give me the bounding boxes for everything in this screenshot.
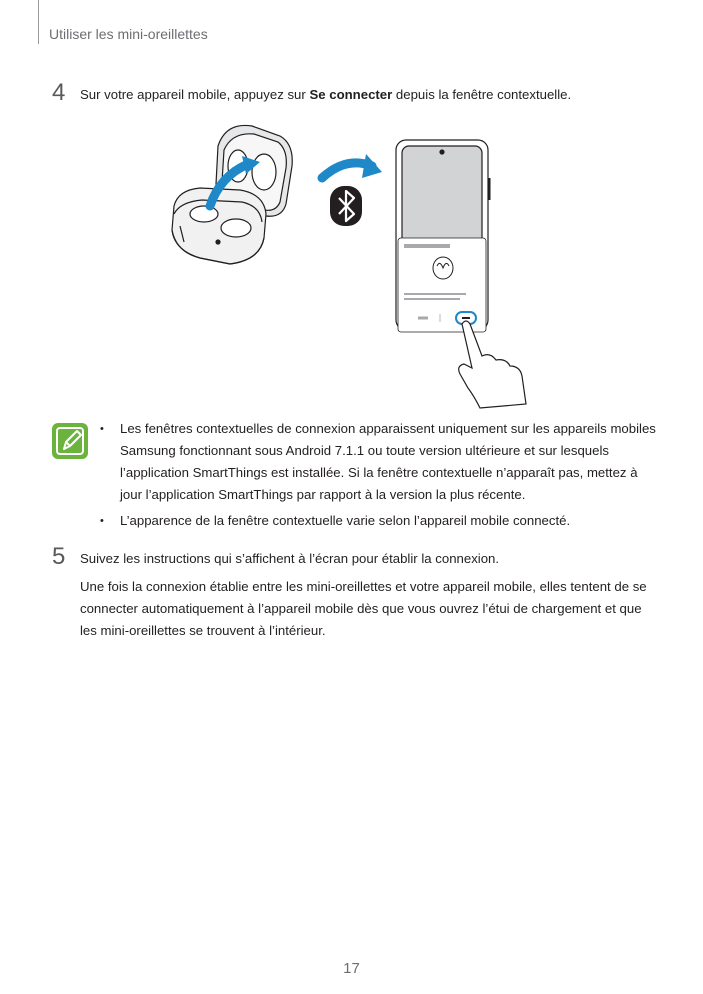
step-4-number: 4 (52, 79, 66, 106)
connection-illustration (160, 118, 540, 410)
note-text: L’apparence de la fenêtre contextuelle varie selon l’appareil mobile connecté. (120, 513, 571, 528)
phone-illustration (396, 140, 489, 332)
step-5-paragraph: Une fois la connexion établie entre les mini-oreillettes et votre appareil mobile, elles tentent de se connecter automatiquement à l’appareil mobile dès que vous ouvrez l’étui de chargement et que les mini-oreillettes se trouvent à l’intérieur. (80, 579, 647, 638)
page-number: 17 (343, 960, 360, 977)
note-pencil-icon (52, 423, 88, 459)
hand-illustration (459, 321, 526, 408)
bullet: • (100, 423, 104, 435)
note-item (100, 510, 660, 532)
bluetooth-icon (330, 186, 362, 226)
note-list (100, 418, 660, 536)
header-rule (38, 0, 39, 44)
bullet: • (100, 515, 104, 527)
step-4-text-before: Sur votre appareil mobile, appuyez sur (80, 87, 310, 102)
step-4-text-after: depuis la fenêtre contextuelle. (392, 87, 572, 102)
step-4-text (80, 84, 571, 106)
header-title: Utiliser les mini-oreillettes (49, 26, 208, 42)
note-text: Les fenêtres contextuelles de connexion apparaissent uniquement sur les appareils mobiles Samsung fonctionnant sous Android 7.1.1 ou toute version ultérieure et sur lesquels l’application SmartThings est installée. Si la fenêtre contextuelle n’apparaît pas, mettez à jour l’application SmartThings par rapport à la version la plus récente. (120, 421, 656, 502)
step-5-number: 5 (52, 543, 66, 570)
charging-case-illustration (172, 125, 292, 264)
note-item (100, 418, 660, 506)
step-5-text: Suivez les instructions qui s’affichent à l’écran pour établir la connexion. (80, 551, 500, 566)
se-connecter-label: Se connecter (309, 87, 393, 102)
